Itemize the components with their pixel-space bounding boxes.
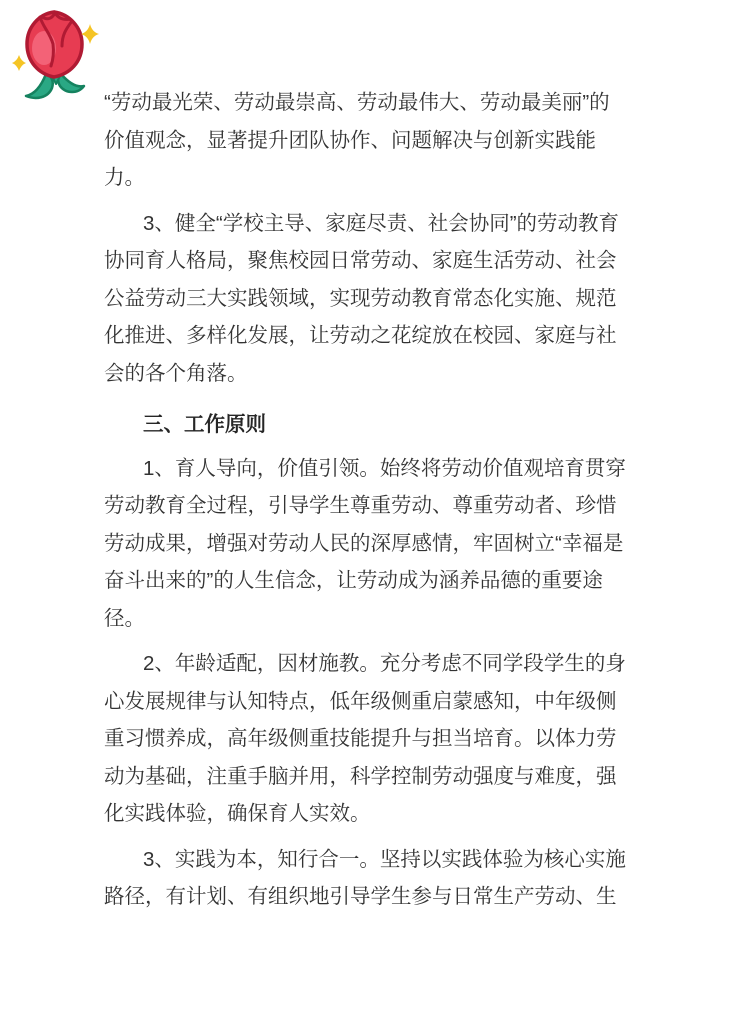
rose-icon bbox=[6, 2, 102, 102]
sparkle-icon-right bbox=[81, 24, 99, 44]
paragraph: 3、实践为本，知行合一。坚持以实践体验为核心实施 路径，有计划、有组织地引导学生参与日常生产劳动、生 bbox=[104, 847, 626, 908]
rose-leaf-right bbox=[58, 74, 84, 92]
sparkle-icon-left bbox=[12, 55, 26, 71]
rose-emoji bbox=[6, 2, 102, 102]
paragraph: 2、年龄适配，因材施教。充分考虑不同学段学生的身 心发展规律与认知特点，低年级侧重启蒙感知，中年级侧 重习惯养成，高年级侧重技能提升与担当培育。以体力劳 动为基础，注重手脑并用，科学控制劳动强度与难度，强 化实践体验，确保育人实效。 bbox=[104, 652, 626, 825]
document-page bbox=[104, 84, 646, 924]
paragraph: 3、健全“学校主导、家庭尽责、社会协同”的劳动教育 协同育人格局，聚焦校园日常劳动、家庭生活劳动、社会 公益劳动三大实践领域，实现劳动教育常态化实施、规范 化推进、多样化发展，让劳动之花绽放在校园、家庭与社 会的各个角落。 bbox=[104, 211, 620, 385]
section-heading: 三、工作原则 bbox=[143, 413, 266, 436]
paragraph: 1、育人导向，价值引领。始终将劳动价值观培育贯穿 劳动教育全过程，引导学生尊重劳动、尊重劳动者、珍惜 劳动成果，增强对劳动人民的深厚感情，牢固树立“幸福是 奋斗出来的”的人生信念，让劳动成为涵养品德的重要途 径。 bbox=[104, 456, 626, 630]
paragraph: “劳动最光荣、劳动最崇高、劳动最伟大、劳动最美丽”的 价值观念，显著提升团队协作、问题解决与创新实践能 力。 bbox=[104, 91, 610, 189]
rose-leaf-left bbox=[26, 74, 53, 98]
